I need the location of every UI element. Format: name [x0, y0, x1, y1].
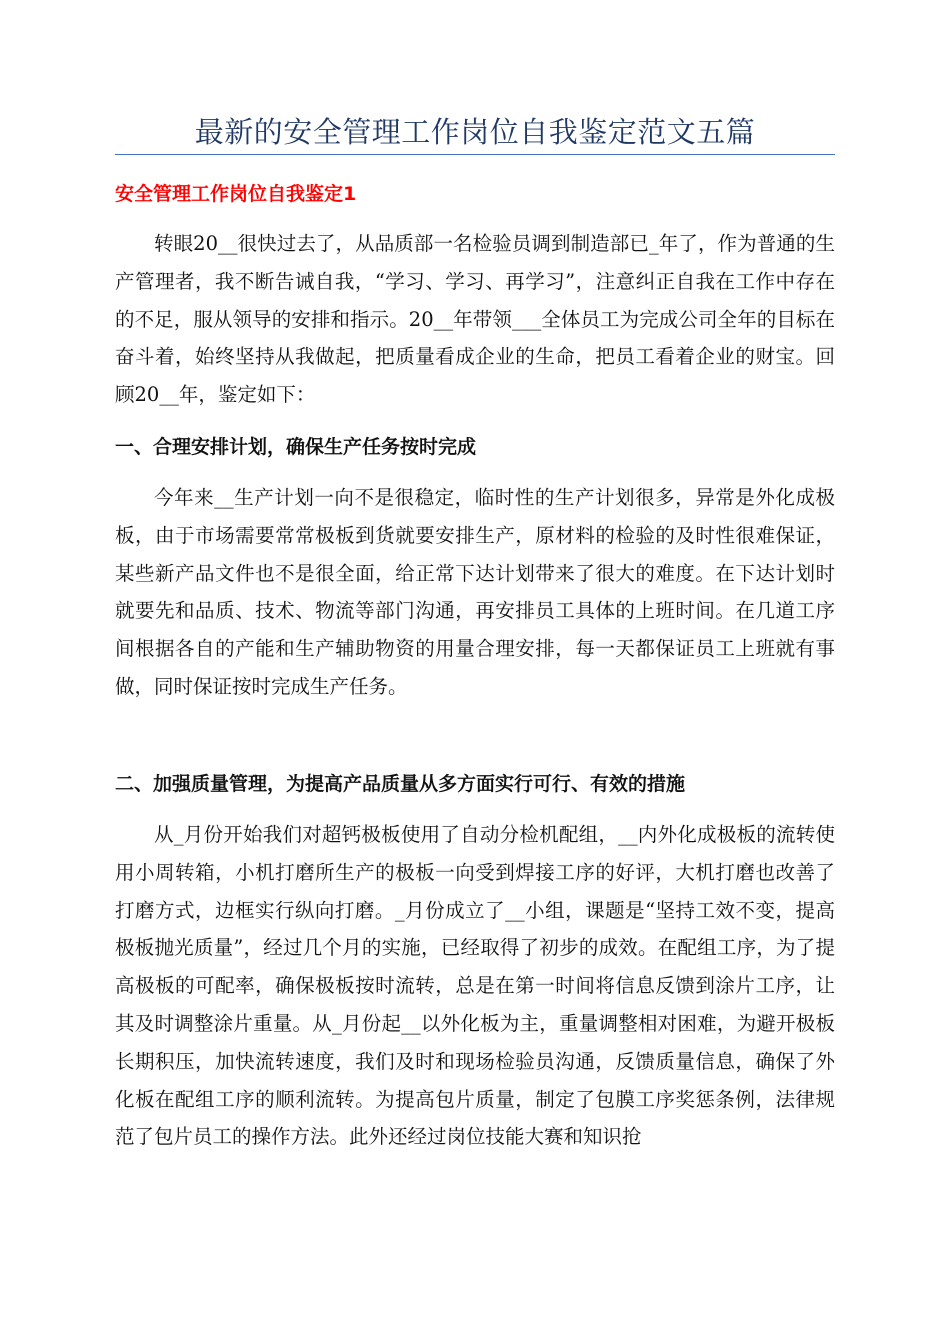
section-heading: 安全管理工作岗位自我鉴定1: [115, 183, 357, 205]
paragraph-plan: 今年来__生产计划一向不是很稳定，临时性的生产计划很多，异常是外化成极板，由于市场需要常常极板到货就要安排生产，原材料的检验的及时性很难保证，某些新产品文件也不是很全面，给正常下达计划带来了很大的难度。在下达计划时就要先和品质、技术、物流等部门沟通，再安排员工具体的上班时间。在几道工序间根据各自的产能和生产辅助物资的用量合理安排，每一天都保证员工上班就有事做，同时保证按时完成生产任务。: [115, 486, 835, 698]
title-underline: [115, 154, 835, 155]
subheading-1: 一、合理安排计划，确保生产任务按时完成: [115, 436, 477, 458]
document-title: 最新的安全管理工作岗位自我鉴定范文五篇: [194, 115, 756, 149]
paragraph-quality: 从_月份开始我们对超钙极板使用了自动分检机配组，__内外化成极板的流转使用小周转箱，小机打磨所生产的极板一向受到焊接工序的好评，大机打磨也改善了打磨方式，边框实行纵向打磨。_月份成立了__小组，课题是“坚持工效不变，提高极板抛光质量”，经过几个月的实施，已经取得了初步的成效。在配组工序，为了提高极板的可配率，确保极板按时流转，总是在第一时间将信息反馈到涂片工序，让其及时调整涂片重量。从_月份起__以外化板为主，重量调整相对困难，为避开极板长期积压，加快流转速度，我们及时和现场检验员沟通，反馈质量信息，确保了外化板在配组工序的顺利流转。为提高包片质量，制定了包膜工序奖惩条例，法律规范了包片员工的操作方法。此外还经过岗位技能大赛和知识抢: [115, 823, 835, 1149]
paragraph-intro: 转眼20__很快过去了，从品质部一名检验员调到制造部已_年了，作为普通的生产管理者，我不断告诫自我，“学习、学习、再学习”，注意纠正自我在工作中存在的不足，服从领导的安排和指示。20__年带领___全体员工为完成公司全年的目标在奋斗着，始终坚持从我做起，把质量看成企业的生命，把员工看着企业的财宝。回顾20__年，鉴定如下：: [115, 232, 835, 407]
subheading-2: 二、加强质量管理，为提高产品质量从多方面实行可行、有效的措施: [115, 773, 686, 795]
